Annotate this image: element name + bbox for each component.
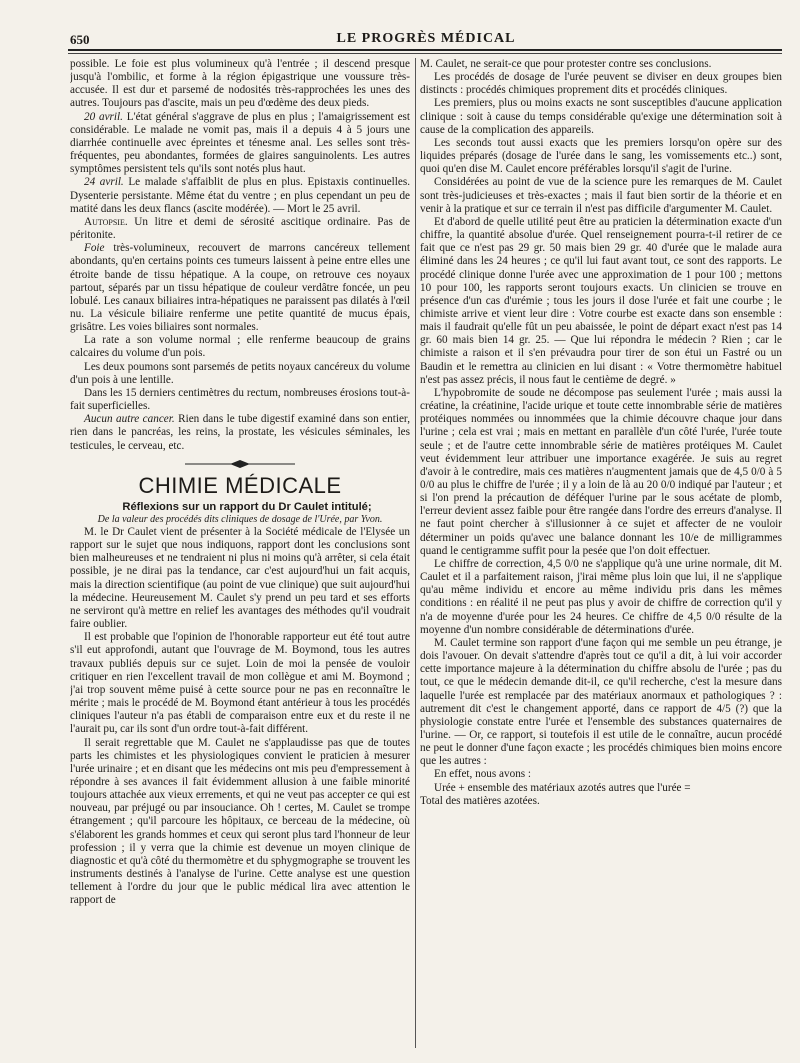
- paragraph: L'hypobromite de soude ne décompose pas seulement l'urée ; mais aussi la créatine, la créatinine, l'acide urique et toute cette innombrable série de matières protéiques nommées ou innommées que la chimie découvre chaque jour dans l'urine ; cela est vrai ; mais en mettant en parallèle d'un côté l'urée, l'urée toute seule ; et de l'autre cette innombrable série de matières protéiques M. Caulet veut évidemment leur attribuer une importance exagérée. Je suis au regret d'avoir à le contredire, mais ces matières n'augmentent jamais que de 4,5 0/0 à 5 0/0 au plus le chiffre de l'urée ; il y a loin de là au 20 0/0 indiqué par l'auteur ; et si l'on prend la précaution de déféquer l'urine par le sous acétate de plomb, l'erreur devient assez faible pour être rangée dans l'ordre des erreurs d'analyse. Il ne faut point chercher à s'illusionner à ce sujet et affecter de ne vouloir déterminer un poids qu'avec une balance donnant les 10/e de milligrammes quand le centigramme suffit pour la pesée que l'on doit effectuer.: [420, 386, 782, 557]
- header-rule: [68, 49, 782, 51]
- paragraph: M. Caulet, ne serait-ce que pour protester contre ses conclusions.: [420, 58, 712, 70]
- right-column: [420, 58, 782, 1048]
- article-title: Réflexions sur un rapport du Dr Caulet intitulé;: [122, 500, 372, 513]
- column-separator: [415, 58, 416, 1048]
- ornament-icon: [185, 460, 295, 468]
- paragraph: Et d'abord de quelle utilité peut être au praticien la détermination exacte d'un chiffre, la quantité absolue d'urée. Quel renseignement pourra-t-il retirer de ce fait que ce n'est pas 29 gr. 50 mais bien 29 gr. 40 d'urée que le malade aura éliminé dans les 24 heures ; ce qu'il lui faut avant tout, ce sont des rapports. Le procédé clinique donne l'urée avec une approximation de 1 pour 100 ; mettons 10 pour 100, les rapports seront toujours exacts. Un clinicien se trouve en présence d'un cas d'urémie ; tous les jours il dose l'urée et fait une courbe ; le chimiste arrive et vient leur dire : Votre courbe est exacte dans son ensemble : mais il faudrait qu'elle fût un peu abaissée, le point de départ exact n'est pas 14 gr. 60 mais bien 14 gr. 25. — Que lui répondra le médecin ? Rien ; car le chimiste a raison et il s'en prévaudra pour tirer de son étui un Fastré ou un Baudin et le remettra au clinicien en lui disant : « Votre thermomètre habituel n'est pas assez précis, il nous faut le centième de degré. »: [420, 215, 782, 386]
- paragraph: La rate a son volume normal ; elle renferme beaucoup de grains calcaires du volume d'un pois.: [70, 334, 410, 360]
- article-subtitle: De la valeur des procédés dits cliniques de dosage de l'Urée, par Yvon.: [97, 514, 383, 525]
- running-title: LE PROGRÈS MÉDICAL: [336, 31, 516, 46]
- paragraph: 20 avril. L'état général s'aggrave de plus en plus ; l'amaigrissement est considérable. Le malade ne vomit pas, mais il a depuis 4 à 5 jours une diarrhée continuelle avec épreintes et ténesme anal. Les selles sont très-fréquentes, peu abondantes, formées de glaires sanguinolents. Les autres symptômes persistent tels qu'ils sont notés plus haut.: [70, 110, 410, 176]
- left-column: [70, 58, 410, 1048]
- paragraph: Aucun autre cancer. Rien dans le tube digestif examiné dans son entier, rien dans le pancréas, les reins, la prostate, les vésicules séminales, les testicules, le cerveau, etc.: [70, 413, 410, 452]
- formula-line: Urée + ensemble des matériaux azotés autres que l'urée =: [434, 781, 691, 794]
- paragraph: Les deux poumons sont parsemés de petits noyaux cancéreux du volume d'un pois à une lentille.: [70, 360, 410, 386]
- paragraph: Il est probable que l'opinion de l'honorable rapporteur eut été tout autre s'il eut approfondi, autant que l'ouvrage de M. Boymond, tous les autres travaux publiés depuis sur ce sujet. Loin de moi la pensée de vouloir critiquer en rien l'excellent travail de mon collègue et ami M. Boymond ; j'ai trop souvent même puisé à cette source pour ne pas en reconnaître le mérite ; mais le procédé de M. Boymond étant antérieur à tous les procédés cliniques l'auteur n'a pas établi de comparaison entre eux et du reste il ne l'aurait pu, car ils sont d'un ordre tout-à-fait différent.: [70, 631, 410, 736]
- paragraph: Autopsie. Un litre et demi de sérosité ascitique ordinaire. Pas de péritonite.: [70, 215, 410, 242]
- section-heading: CHIMIE MÉDICALE: [138, 472, 342, 498]
- page-number: 650: [70, 32, 90, 47]
- paragraph: M. Caulet termine son rapport d'une façon qui me semble un peu étrange, je dois l'avouer. On devait s'attendre d'après tout ce qu'il a dit, à lui voir accorder cette importance majeure à la détermination du chiffre absolu de l'urée ; pas du tout, ce que le médecin demande dit-il, ce qu'il recherche, c'est la mesure dans laquelle l'urée est remplacée par des matériaux anormaux et pathologiques ? : autrement dit c'est le changement apporté, dans ce rapport de 4/5 (?) que la physiologie constate entre l'urée et l'ensemble des substances quaternaires de l'urine. — Or, ce rapport, si toutefois il est utile de le connaître, aucun procédé ne peut le donner d'une façon exacte ; les procédés chimiques bien moins encore que les autres :: [420, 636, 782, 768]
- paragraph: En effet, nous avons :: [434, 768, 532, 781]
- paragraph: 24 avril. Le malade s'affaiblit de plus en plus. Epistaxis continuelles. Dysenterie persistante. Même état du ventre ; en plus cependant un peu de matité dans les deux flancs (ascite modérée). — Mort le 25 avril.: [70, 176, 410, 215]
- ornament-divider: [70, 459, 410, 472]
- paragraph: Le chiffre de correction, 4,5 0/0 ne s'applique qu'à une urine normale, dit M. Caulet et il a parfaitement raison, j'irai même plus loin que lui, il ne s'applique qu'au même individu et encore au même individu pris dans les mêmes conditions : en réalité il ne peut pas plus y avoir de chiffre de correction qu'il y n'a de moyenne d'urée pour les 24 heures. Ce chiffre de 4,5 0/0 résulte de la moyenne d'un nombre considérable de déterminations d'urée.: [420, 557, 782, 636]
- paragraph: Les procédés de dosage de l'urée peuvent se diviser en deux groupes bien distincts : procédés chimiques proprement dits et procédés cliniques.: [420, 71, 782, 97]
- paragraph: Dans les 15 derniers centimètres du rectum, nombreuses érosions tout-à-fait superficielles.: [70, 386, 410, 413]
- paragraph: M. le Dr Caulet vient de présenter à la Société médicale de l'Elysée un rapport sur le sujet que nous indiquons, rapport dont les conclusions sont bien malheureuses et ne tendraient ni plus ni moins qu'à arrêter, si cela était possible, je ne dirai pas la tendance, car c'est aujourd'hui un fait acquis, mais la direction scientifique (au point de vue clinique) que suit aujourd'hui la médecine. Heureusement M. Caulet s'y prend un peu tard et ses efforts ne serviront qu'à mettre en relief les avantages des méthodes qu'il voudrait faire oublier.: [70, 526, 410, 631]
- paragraph: Considérées au point de vue de la science pure les remarques de M. Caulet sont très-judicieuses et très-exactes ; mais il faut bien sortir de la théorie et en venir à la pratique et sur ce terrain il n'est pas difficile d'argumenter M. Caulet.: [420, 176, 782, 215]
- paragraph: Foie très-volumineux, recouvert de marrons cancéreux tellement abondants, qu'en certains points ces tumeurs laissent à peine entre elles une étroite bande de tissu hépatique. A la coupe, on retrouve ces noyaux partout, séparés par un tissu hépatique de couleur verdâtre foncée, un peu lobulé. Les canaux biliaires intra-hépatiques ne paraissent pas dilatés à l'œil nu. La vésicule biliaire renferme une petite quantité de mucus épais, grisâtre. Les voies biliaires sont normales.: [70, 242, 410, 334]
- paragraph: Les seconds tout aussi exacts que les premiers lorsqu'on opère sur des liquides préparés (dosage de l'urée dans le sang, les vomissements etc..) sont, quoi qu'en dise M. Caulet encore préférables lorsqu'il s'agit de l'urine.: [420, 136, 782, 176]
- paragraph: Les premiers, plus ou moins exacts ne sont susceptibles d'aucune application clinique : soit à cause du temps considérable qu'exige une détermination soit à cause de la complication des appareils.: [420, 97, 782, 136]
- paragraph: possible. Le foie est plus volumineux qu'à l'entrée ; il descend presque jusqu'à l'ombilic, et forme à la région épigastrique une voussure très-accusée. Il est dur et parsemé de nodosités très-rapprochées les unes des autres. Toujours pas d'ascite, mais un peu d'œdème des deux pieds.: [70, 58, 410, 110]
- header-rule-thin: [68, 53, 782, 54]
- running-header: [70, 30, 782, 48]
- paragraph: Il serait regrettable que M. Caulet ne s'applaudisse pas que de toutes parts les chimistes et les physiologiques convient le praticien à mesurer l'urée urinaire ; et en disant que les médecins ont mis peu d'empressement à répondre à ses avances il fait évidemment allusion à une faible minorité toujours attachée aux vieux errements, et qui ne veut pas accepter ce qui est nouveau, par préjugé ou par insouciance. Oh ! certes, M. Caulet se trompe étrangement ; qu'il parcoure les hôpitaux, ce berceau de la médecine, où s'élaborent les grands hommes et ceux qui seront plus tard l'honneur de leur profession ; il y verra que la chimie est devenue un moyen clinique de diagnostic et qu'à côté du thermomètre et du sphygmographe se trouvent les instruments destinés à l'analyse de l'urine. Cette analyse est une question tellement à l'ordre du jour que le public médical lira avec attention le rapport de: [70, 736, 410, 907]
- formula-line: Total des matières azotées.: [420, 794, 540, 807]
